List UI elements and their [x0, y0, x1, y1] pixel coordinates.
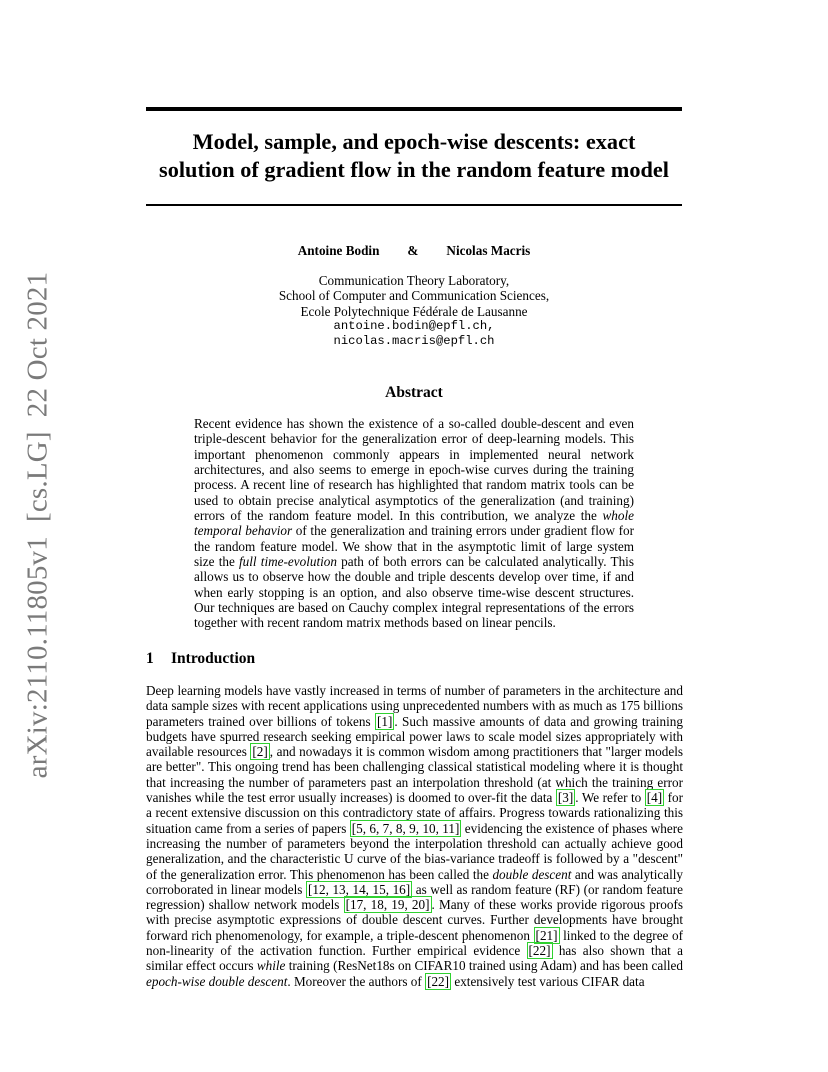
body-text: training (ResNet18s on CIFAR10 trained using Adam) and has been called [285, 958, 683, 974]
body-emphasis: while [256, 958, 286, 974]
affiliation-line: Communication Theory Laboratory, [318, 273, 510, 288]
body-emphasis: double descent [492, 866, 572, 882]
introduction-paragraph [146, 683, 683, 989]
arxiv-date: 22 Oct 2021 [21, 271, 54, 418]
body-text: extensively test various CIFAR data [451, 973, 645, 989]
abstract-body [194, 416, 634, 631]
abstract-heading: Abstract [385, 384, 443, 401]
abstract-text: path of both errors can be calculated analytically. This allows us to observe how the double and triple descents develop over time, if and when early stopping is an option, and also observe time-wise descent structures. Our techniques are based on Cauchy complex integral representations of the errors together with recent random matrix methods based on linear pencils. [194, 554, 634, 631]
section-title: Introduction [171, 650, 256, 667]
citation-link[interactable]: [17, 18, 19, 20] [345, 897, 430, 913]
author-list [146, 243, 682, 259]
citation-link[interactable]: [4] [646, 790, 663, 806]
body-emphasis: epoch-wise double descent [146, 973, 288, 989]
author-name: Antoine Bodin [297, 243, 380, 258]
body-text: and was analytically corroborated in linear models [146, 866, 683, 897]
affiliation-line: School of Computer and Communication Sciences, [278, 288, 550, 304]
body-text: linked to the degree of non-linearity of the activation function. Further empirical evidence [146, 927, 683, 959]
title-line-2: solution of gradient flow in the random feature model [159, 157, 669, 182]
body-text: . We refer to [575, 790, 645, 806]
arxiv-sidebar-stamp [22, 272, 55, 779]
arxiv-category: [cs.LG] [21, 431, 54, 523]
body-text: . Moreover the authors of [287, 973, 426, 989]
abstract-text: Recent evidence has shown the existence of a so-called double-descent and even triple-descent behavior for the generalization error of deep-learning models. This important phenomenon commonly appears in implemented neural network architectures, and also seems to emerge in epoch-wise curves during the training process. A recent line of research has highlighted that random matrix tools can be used to obtain precise analytical asymptotics of the generalization (and training) errors of the random feature model. In this contribution, we analyze the [194, 416, 634, 524]
citation-link[interactable]: [1] [376, 713, 393, 729]
citation-link[interactable]: [3] [557, 790, 574, 806]
body-text: . Such massive amounts of data and growing training budgets have spurred research seeking empirical power laws to scale model sizes appropriately with available resources [146, 713, 683, 760]
paper-title [146, 128, 682, 184]
citation-link[interactable]: [21] [535, 927, 558, 943]
body-text: , and nowadays it is common wisdom among practitioners that "larger models are better". This ongoing trend has been challenging classical statistical modeling where it is thought that increasing the number of parameters past an interpolation threshold (at which the training error vanishes while the test error usually increases) is doomed to over-fit the data [146, 744, 684, 806]
citation-link[interactable]: [22] [528, 943, 551, 959]
author-name: Nicolas Macris [446, 243, 531, 258]
body-text: evidencing the existence of phases where increasing the number of parameters beyond the interpolation threshold can actually achieve good generalization, and the characteristic U curve of the bias-variance tradeoff is followed by a "descent" of the generalization error. This phenomenon has been called the [146, 820, 683, 882]
section-heading-introduction [146, 650, 255, 668]
body-text: for a recent extensive discussion on this contradictory state of affairs. Progress towards rationalizing this situation came from a series of papers [146, 790, 683, 836]
abstract-text: of the generalization and training errors under gradient flow for the random feature model. We show that in the asymptotic limit of large system size the [194, 523, 634, 570]
affiliation-line: Ecole Polytechnique Fédérale de Lausanne [300, 303, 528, 319]
citation-link[interactable]: [12, 13, 14, 15, 16] [308, 881, 411, 897]
citation-link[interactable]: [5, 6, 7, 8, 9, 10, 11] [351, 820, 460, 836]
body-text: . Many of these works provide rigorous proofs with precise asymptotic expressions of double descent curves. Further developments have brought forward rich phenomenology, for example, a triple-descent phenomenon [146, 897, 683, 943]
author-email[interactable]: nicolas.macris@epfl.ch [333, 334, 495, 349]
citation-link[interactable]: [2] [252, 744, 268, 760]
title-top-rule [146, 107, 682, 111]
affiliation-block [146, 273, 682, 349]
citation-link[interactable]: [22] [427, 973, 450, 989]
title-line-1: Model, sample, and epoch-wise descents: exact [192, 129, 636, 154]
body-text: has also shown that a similar effect occurs [146, 943, 683, 974]
author-email[interactable]: antoine.bodin@epfl.ch, [333, 318, 495, 333]
author-separator: & [407, 243, 419, 258]
body-text: as well as random feature (RF) (or random feature regression) shallow network models [146, 881, 683, 913]
arxiv-id[interactable]: arXiv:2110.11805v1 [21, 536, 54, 779]
abstract-emphasis: full time-evolution [239, 554, 337, 570]
section-number: 1 [146, 650, 154, 667]
title-bottom-rule [146, 204, 682, 206]
abstract-emphasis: whole temporal behavior [194, 508, 634, 539]
body-text: Deep learning models have vastly increased in terms of number of parameters in the architecture and data sample sizes with recent applications using unprecedented numbers with as much as 175 billions parameters trained over billions of tokens [146, 683, 683, 729]
